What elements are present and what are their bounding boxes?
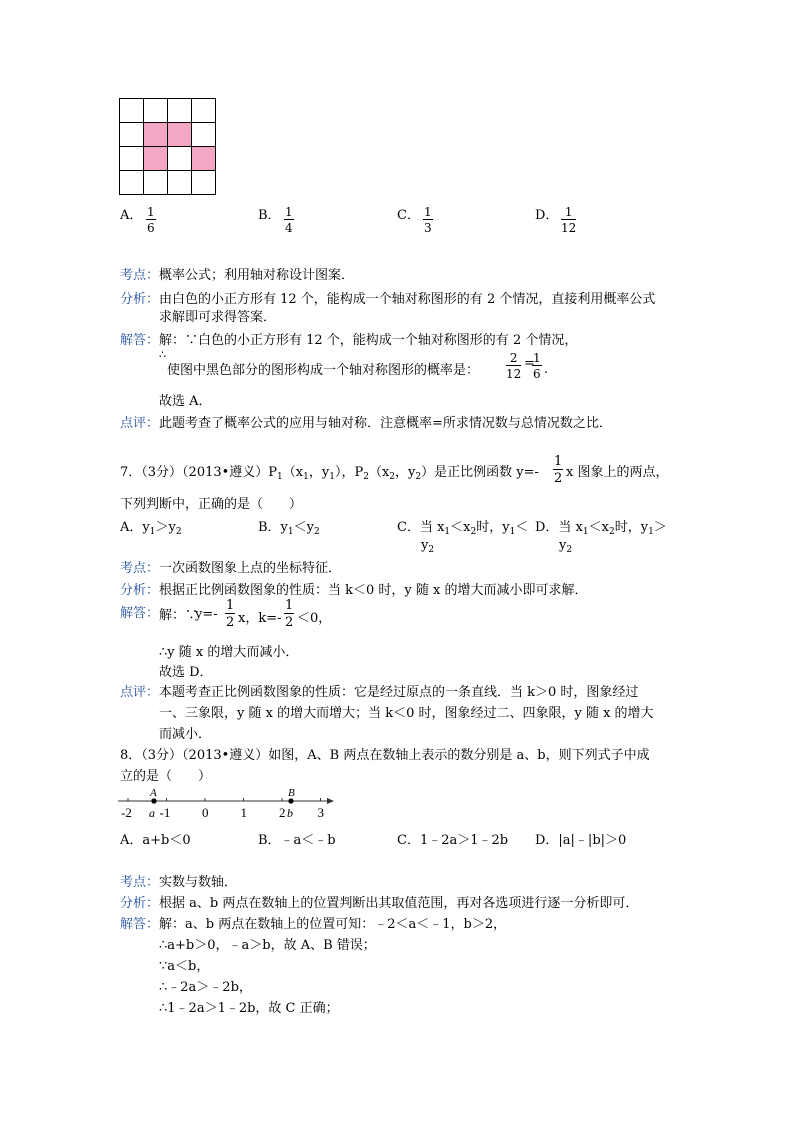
q6-dianping-text: 此题考查了概率公式的应用与轴对称．注意概率=所求情况数与总情况数之比．: [159, 416, 612, 431]
shaded-square: [168, 123, 192, 147]
q7-dianping-line3: 而减小．: [159, 727, 212, 742]
q6-fenxi-line1: 由白色的小正方形有 12 个，能构成一个轴对称图形的有 2 个情况，直接利用概率公式: [159, 292, 656, 307]
q8-fenxi-text: 根据 a、b 两点在数轴上的位置判断出其取值范围，再对各选项进行逐一分析即可．: [159, 896, 639, 911]
white-square: [168, 99, 192, 123]
q8-option-a: A．a+b＜0: [120, 833, 191, 848]
q8-option-d: D．|a|﹣|b|＞0: [535, 833, 627, 848]
q7-option-d: D．当 $x_1<x_2$时，$y_1>$: [535, 520, 667, 537]
q8-stem-line2: 立的是（ ）: [120, 769, 212, 784]
point-a-sub: a: [149, 806, 155, 820]
q8-kaodian-text: 实数与数轴．: [159, 875, 238, 890]
q7-fenxi-label: 分析：: [120, 583, 160, 598]
q6-fenxi-label: 分析：: [120, 292, 160, 307]
q7-jieda-y: y=-: [195, 607, 218, 622]
number-line-tick-label: 1: [240, 805, 247, 820]
q6-kaodian-text: 概率公式；利用轴对称设计图案．: [159, 268, 355, 283]
q6-jieda-label: 解答：: [120, 333, 160, 348]
q8-jieda-line2: ∴a+b＞0，﹣a＞b，故 A、B 错误；: [159, 938, 376, 953]
q6-prob-end: .: [544, 362, 549, 377]
q7-jieda-fraction-1: $\frac{1}{2}$: [226, 598, 235, 630]
number-line-tick-label: 3: [317, 805, 324, 820]
white-square: [120, 171, 144, 195]
q7-jieda-k: x，k=-: [238, 611, 282, 626]
q6-fenxi-line2: 求解即可求得答案．: [159, 310, 277, 325]
q7-jieda-prefix: 解：∵: [159, 608, 199, 623]
shaded-square: [144, 123, 168, 147]
q6-jieda-therefore: ∴: [159, 348, 166, 361]
white-square: [144, 99, 168, 123]
q6-dianping-label: 点评：: [120, 416, 160, 431]
q7-dianping-label: 点评：: [120, 685, 160, 700]
q8-jieda-line5: ∴1﹣2a＞1﹣2b，故 C 正确；: [159, 1001, 339, 1016]
q6-option-a-fraction: $\frac{1}{6}$: [147, 205, 155, 235]
q7-option-d-cont: $y_2$: [559, 538, 573, 555]
q6-option-d-fraction: $\frac{1}{12}$: [561, 205, 577, 235]
q7-option-a: A．$y_1>y_2$: [120, 520, 182, 537]
number-line-tick-label: 2: [279, 805, 286, 820]
q8-fenxi-label: 分析：: [120, 896, 160, 911]
white-square: [168, 147, 192, 171]
number-line: [112, 784, 342, 824]
q6-jieda-line2: 使图中黑色部分的图形构成一个轴对称图形的概率是：: [167, 363, 480, 378]
q7-option-b: B．$y_1<y_2$: [258, 520, 320, 537]
q7-jieda-fraction-2: $\frac{1}{2}$: [285, 598, 294, 630]
q6-jieda-line3: 故选 A．: [159, 394, 212, 409]
q6-option-c-letter: C．: [397, 208, 420, 223]
q6-option-b-fraction: $\frac{1}{4}$: [285, 205, 293, 235]
q7-stem-end: x 图象上的两点，: [566, 465, 669, 480]
number-line-tick-label: -2: [121, 805, 132, 820]
shaded-square: [144, 147, 168, 171]
q6-prob-fraction-2: $\frac{1}{6}$: [533, 351, 541, 381]
q7-kaodian-text: 一次函数图象上点的坐标特征．: [159, 561, 342, 576]
q8-jieda-line1: 解：a、b 两点在数轴上的位置可知：﹣2＜a＜﹣1，b＞2，: [159, 917, 507, 932]
q8-kaodian-label: 考点：: [120, 875, 160, 890]
white-square: [120, 99, 144, 123]
q8-jieda-label: 解答：: [120, 917, 160, 932]
white-square: [192, 171, 216, 195]
point-b-label: B: [288, 787, 295, 799]
number-line-tick-label: -1: [159, 805, 171, 820]
q7-jieda-line3: 故选 D．: [159, 665, 213, 680]
square-grid-figure: [119, 98, 216, 195]
q6-option-b-letter: B．: [258, 208, 281, 223]
q6-option-a-letter: A．: [120, 208, 143, 223]
number-line-tick-label: 0: [202, 805, 209, 820]
point-a-dot: [151, 798, 156, 803]
q6-prob-fraction-1: $\frac{2}{12}$: [506, 351, 522, 381]
q8-option-c: C．1﹣2a＞1﹣2b: [397, 833, 509, 848]
q7-jieda-lt0: ＜0，: [297, 611, 332, 626]
point-b-dot: [288, 798, 293, 803]
white-square: [192, 123, 216, 147]
point-a-label: A: [150, 787, 157, 799]
white-square: [120, 123, 144, 147]
q8-option-b: B．﹣a＜﹣b: [258, 833, 336, 848]
q8-stem-line1: 8．（3分）（2013•遵义）如图，A、B 两点在数轴上表示的数分别是 a、b，则下列式子中成: [120, 748, 650, 763]
q6-kaodian-label: 考点：: [120, 268, 160, 283]
white-square: [120, 147, 144, 171]
q7-jieda-label: 解答：: [120, 606, 160, 621]
q8-jieda-line3: ∵a＜b，: [159, 959, 210, 974]
q7-option-c: C．当 $x_1<x_2$时，$y_1<$: [397, 520, 529, 537]
q6-jieda-line1: 解：∵白色的小正方形有 12 个，能构成一个轴对称图形的有 2 个情况，: [159, 333, 578, 348]
point-b-sub: b: [287, 806, 293, 820]
q7-stem-line2: 下列判断中，正确的是（ ）: [120, 497, 303, 512]
shaded-square: [192, 147, 216, 171]
q7-coef-fraction: $\frac{1}{2}$: [554, 454, 563, 486]
q6-option-d-letter: D．: [535, 208, 559, 223]
q8-jieda-line4: ∴﹣2a＞﹣2b，: [159, 980, 252, 995]
q7-dianping-line2: 一、三象限，y 随 x 的增大而增大；当 k＜0 时，图象经过二、四象限，y 随 x 的增大: [159, 706, 654, 721]
q7-option-c-cont: $y_2$: [421, 538, 435, 555]
q6-option-c-fraction: $\frac{1}{3}$: [424, 205, 432, 235]
q7-dianping-line1: 本题考查正比例函数图象的性质：它是经过原点的一条直线．当 k＞0 时，图象经过: [159, 685, 639, 700]
q6-prob-equals: =: [524, 356, 535, 371]
white-square: [144, 171, 168, 195]
number-line-arrow: [327, 798, 334, 804]
q7-jieda-line2: ∴y 随 x 的增大而减小．: [159, 645, 299, 660]
q7-kaodian-label: 考点：: [120, 561, 160, 576]
white-square: [192, 99, 216, 123]
q7-fenxi-text: 根据正比例函数图象的性质：当 k＜0 时，y 随 x 的增大而减小即可求解．: [159, 583, 588, 598]
white-square: [168, 171, 192, 195]
q7-stem-line1: 7．（3分）（2013•遵义）$P_1(x_1$，$y_1$），$P_2(x_2$，$y_2$）是正比例函数 y=-: [120, 465, 539, 482]
